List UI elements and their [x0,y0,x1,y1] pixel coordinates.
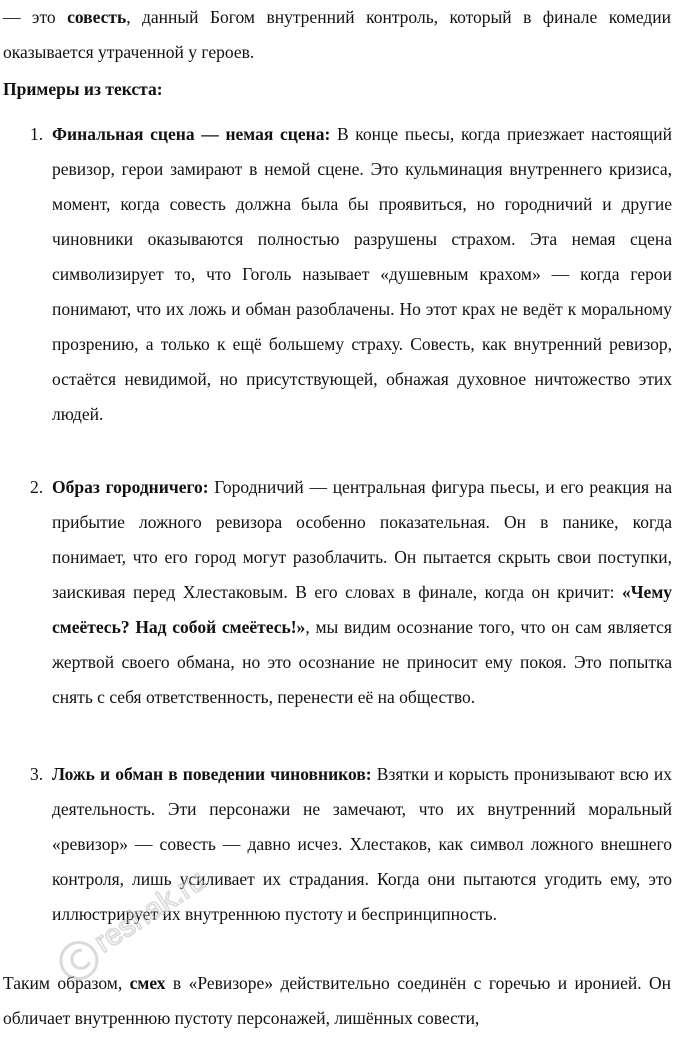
list-item-title: Образ городничего: [52,477,209,497]
intro-rest: , данный Богом внутренний контроль, который в финале комедии оказывается утраченной у героев. [3,7,671,62]
intro-bold-term: совесть [67,7,127,27]
list-item-text: Взятки и корысть пронизывают всю их деятельность. Эти персонажи не замечают, что их внутренний моральный «ревизор» — совесть — давно исчез. Хлестаков, как символ ложного внешнего контроля, лишь усиливает их страдания. Когда они пытаются угодить ему, это иллюстрирует их внутреннюю пустоту и беспринципность. [52,764,673,924]
conclusion-rest: в «Ревизоре» действительно соединён с горечью и иронией. Он обличает внутреннюю пустоту персонажей, лишённых совести, [3,973,671,1028]
intro-paragraph [3,0,671,70]
examples-heading: Примеры из текста: [3,79,163,99]
list-item-text-after: , мы видим осознание того, что он сам является жертвой своего обмана, но это осознание не приносит ему покоя. Это попытка снять с себя ответственность, перенести её на общество. [52,617,672,707]
list-item-number: 1. [30,124,44,144]
list-item-text: В конце пьесы, когда приезжает настоящий ревизор, герои замирают в немой сцене. Это кульминация внутреннего кризиса, момент, когда совесть должна была бы проявиться, но городничий и другие чиновники оказываются полностью разрушены страхом. Эта немая сцена символизирует то, что Гоголь называет «душевным крахом» — когда герои понимают, что их ложь и обман разоблачены. Но этот крах не ведёт к моральному прозрению, а только к ещё большему страху. Совесть, как внутренний ревизор, остаётся невидимой, но присутствующей, обнажая духовное ничтожество этих людей. [52,124,672,424]
conclusion-lead: Таким образом, [3,973,130,993]
intro-lead: — это [3,7,68,27]
list-item-number: 3. [30,764,44,784]
list-item-text: Городничий — центральная фигура пьесы, и его реакция на прибытие ложного ревизора особенно показательная. Он в панике, когда понимает, что его город могут разоблачить. Он пытается скрыть свои поступки, заискивая перед Хлестаковым. В его словах в финале, когда он кричит: [52,477,672,602]
list-item-title: Ложь и обман в поведении чиновников: [52,764,372,784]
conclusion-bold-term: смех [129,973,166,993]
list-item-title: Финальная сцена — немая сцена: [52,124,331,144]
watermark-text: reshak.ru [88,863,212,960]
list-item-final-scene [30,117,672,432]
list-item-number: 2. [30,477,44,497]
conclusion-paragraph [3,966,671,1036]
list-item-quote: «Чему смеётесь? Над собой смеётесь!» [52,582,672,637]
list-item-officials [30,757,672,932]
list-item-gorodnichy [30,470,672,715]
